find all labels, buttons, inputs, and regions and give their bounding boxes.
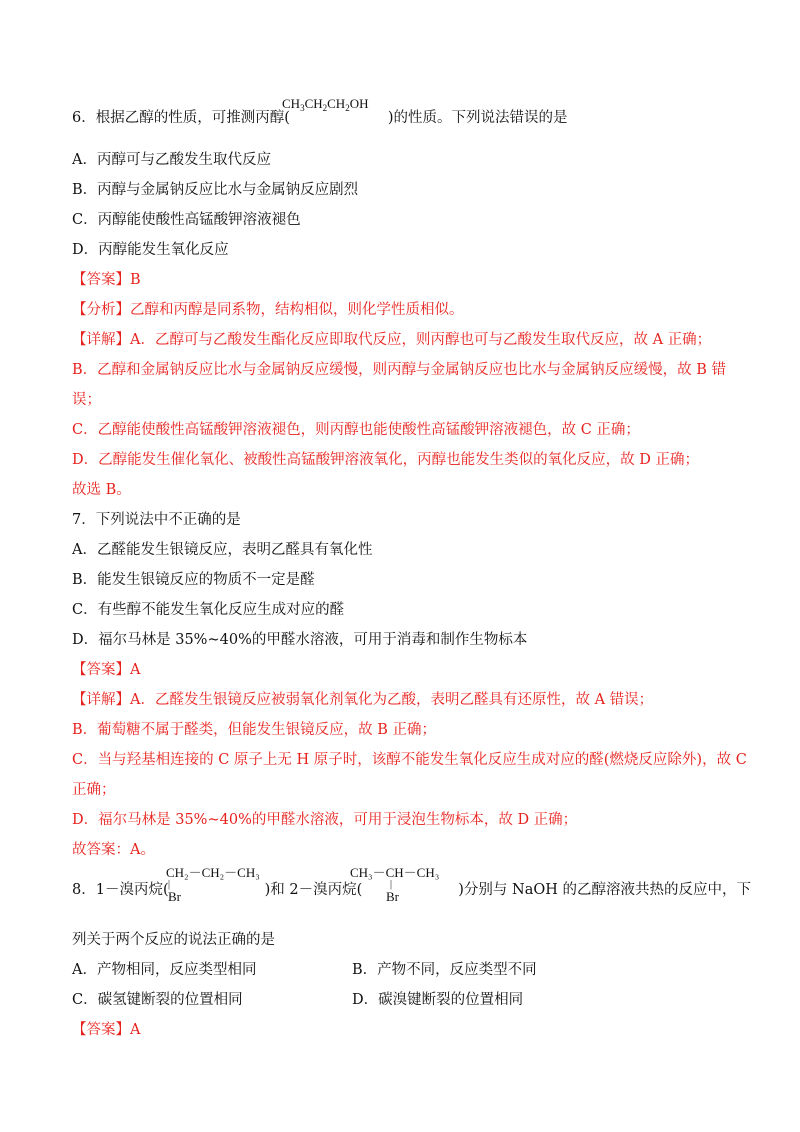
bromopropane-2-formula [350,866,439,904]
q8-option-a: A．产物相同，反应类型相同 [72,962,257,978]
q6-option-a: A．丙醇可与乙酸发生取代反应 [72,152,271,168]
bond-line: | [168,879,171,890]
q6-detail-line-1 [72,330,711,350]
q6-detail-line-5: D．乙醇能发生催化氧化、被酸性高锰酸钾溶液氧化，丙醇也能发生类似的氧化反应，故 D 正确； [72,452,699,468]
formula-part: CH [304,96,323,111]
formula-substituent: Br [168,889,181,904]
detail-text: A．乙醇可与乙酸发生酯化反应即取代反应，则丙醇也可与乙酸发生取代反应，故 A 正确； [130,332,712,348]
q8-stem-part: )和 2－溴丙烷( [264,882,363,898]
q8-option-c: C．碳氢键断裂的位置相同 [72,992,243,1008]
q6-conclusion: 故选 B。 [72,482,131,498]
q8-stem-part: 8．1－溴丙烷( [72,882,169,898]
answer-value: A [130,1022,141,1038]
formula-chain: CH₂－CH₂－CH₃ [166,865,260,880]
q6-detail-line-2: B．乙醇和金属钠反应比水与金属钠反应缓慢，则丙醇与金属钠反应也比水与金属钠反应缓慢，故 B 错 [72,362,727,378]
q8-stem-part: )分别与 NaOH 的乙醇溶液共热的反应中，下 [458,882,752,898]
formula-sub: 2 [322,103,328,113]
formula-substituent: Br [386,889,399,904]
analysis-tag: 【分析】 [72,302,130,318]
q7-detail-line-4: 正确； [72,782,116,798]
detail-tag: 【详解】 [72,332,130,348]
q7-option-a: A．乙醛能发生银镜反应，表明乙醛具有氧化性 [72,542,373,558]
answer-tag: 【答案】 [72,1022,130,1038]
q7-option-d: D．福尔马林是 35%~40%的甲醛水溶液，可用于消毒和制作生物标本 [72,632,528,648]
bond-line: | [390,879,393,890]
formula-part: OH [349,96,369,111]
detail-tag: 【详解】 [72,692,130,708]
bromopropane-1-formula [166,866,260,904]
formula-chain: CH₃－CH－CH₃ [350,865,440,880]
q8-stem-line-2: 列关于两个反应的说法正确的是 [72,932,275,948]
q6-stem-pre: 6．根据乙醇的性质，可推测丙醇( [72,110,290,126]
formula-sub: 2 [345,103,350,113]
q7-detail-line-2: B．葡萄糖不属于醛类，但能发生银镜反应，故 B 正确； [72,722,437,738]
q7-detail-line-5: D．福尔马林是 35%~40%的甲醛水溶液，可用于浸泡生物标本，故 D 正确； [72,812,578,828]
q8-answer [72,1020,140,1040]
answer-tag: 【答案】 [72,272,130,288]
q8-option-d: D．碳溴键断裂的位置相同 [352,992,524,1008]
q7-option-b: B．能发生银镜反应的物质不一定是醛 [72,572,315,588]
q8-option-b: B．产物不同，反应类型不同 [352,962,537,978]
q6-analysis [72,300,464,320]
formula-sub: 3 [300,103,305,113]
analysis-text: 乙醇和丙醇是同系物，结构相似，则化学性质相似。 [130,302,464,318]
propanol-formula [282,97,368,115]
q7-stem: 7．下列说法中不正确的是 [72,512,241,528]
answer-tag: 【答案】 [72,662,130,678]
q6-detail-line-4: C．乙醇能使酸性高锰酸钾溶液褪色，则丙醇也能使酸性高锰酸钾溶液褪色，故 C 正确； [72,422,640,438]
q6-detail-line-3: 误； [72,392,101,408]
q7-detail-line-3: C．当与羟基相连接的 C 原子上无 H 原子时，该醇不能发生氧化反应生成对应的醛(燃烧反应除外)，故 C [72,752,747,768]
q6-option-b: B．丙醇与金属钠反应比水与金属钠反应剧烈 [72,182,359,198]
q6-option-c: C．丙醇能使酸性高锰酸钾溶液褪色 [72,212,301,228]
q7-answer [72,660,140,680]
answer-value: A [130,662,141,678]
formula-part: CH [327,96,346,111]
q7-option-c: C．有些醇不能发生氧化反应生成对应的醛 [72,602,345,618]
q6-stem-post: )的性质。下列说法错误的是 [387,110,568,126]
q7-detail-line-1 [72,690,653,710]
formula-part: CH [282,96,301,111]
q6-option-d: D．丙醇能发生氧化反应 [72,242,229,258]
answer-value: B [130,272,141,288]
q6-answer [72,270,141,290]
q7-conclusion: 故答案：A。 [72,842,155,858]
detail-text: A．乙醛发生银镜反应被弱氧化剂氧化为乙酸，表明乙醛具有还原性，故 A 错误； [130,692,654,708]
